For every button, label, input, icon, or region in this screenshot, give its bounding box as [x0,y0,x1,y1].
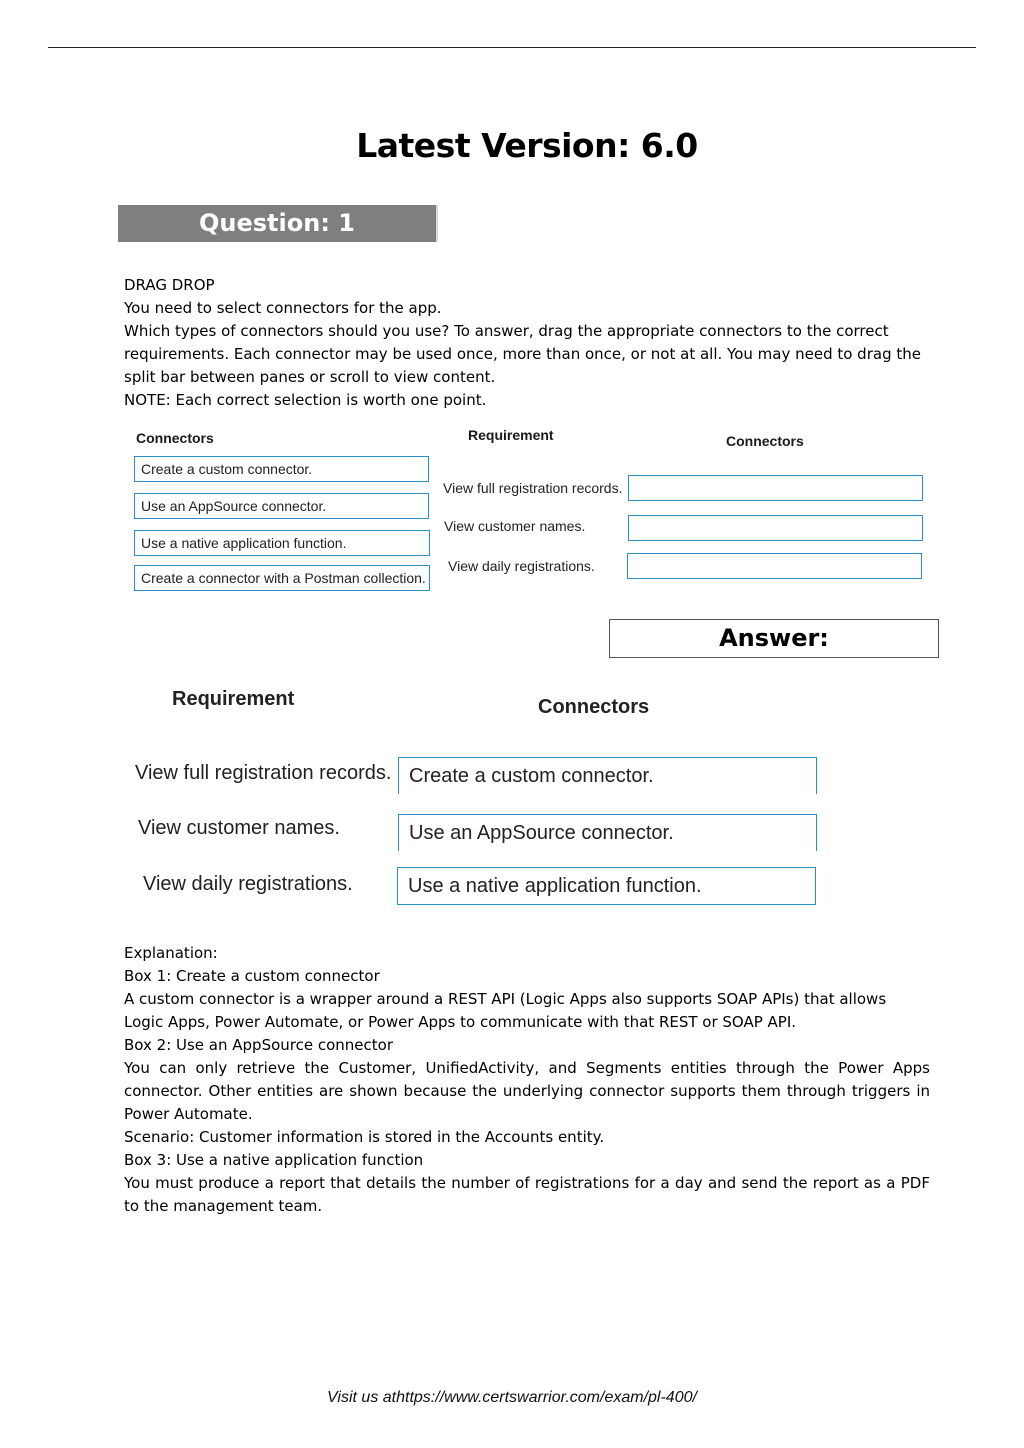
box2-title: Box 2: Use an AppSource connector [124,1036,394,1054]
answer-requirement-label: View full registration records. [135,762,392,784]
question-line: Which types of connectors should you use? To answer, drag the appropriate connectors to the correct requirements. Each connector may be used once, more than once, or not at all. You may need to drag the split bar between panes or scroll to view content. [124,322,921,386]
box1-text: A custom connector is a wrapper around a REST API (Logic Apps also supports SOAP APIs) that allows Logic Apps, Power Automate, or Power Apps to communicate with that REST or SOAP API. [124,990,887,1031]
connector-option[interactable]: Create a connector with a Postman collection. [134,565,430,591]
explanation [124,942,930,1218]
requirement-label: View full registration records. [443,480,623,496]
connector-option[interactable]: Use a native application function. [134,530,430,556]
connector-option[interactable]: Create a custom connector. [134,456,429,482]
page-title: Latest Version: 6.0 [356,126,698,165]
drop-target[interactable] [627,553,922,579]
scenario-text: Scenario: Customer information is stored in the Accounts entity. [124,1128,605,1146]
question-text [124,274,930,412]
answer-label: Answer: [609,619,939,658]
answer-connectors-heading: Connectors [538,696,650,718]
question-type: DRAG DROP [124,276,215,294]
box2-text: You can only retrieve the Customer, UnifiedActivity, and Segments entities through the Power Apps connector. Other entities are shown because the underlying connector supports them through triggers in Power Automate. [124,1059,930,1123]
header-rule [48,47,976,48]
footer-link[interactable]: Visit us athttps://www.certswarrior.com/exam/pl-400/ [327,1389,697,1406]
question-banner: Question: 1 [118,205,438,242]
requirement-label: View customer names. [444,518,586,534]
exhibit-connectors-heading: Connectors [136,430,214,446]
answer-requirement-label: View customer names. [138,817,340,839]
answer-connector: Use a native application function. [397,867,816,905]
answer-connector: Use an AppSource connector. [398,814,817,851]
box3-text: You must produce a report that details the number of registrations for a day and send the report as a PDF to the management team. [124,1174,930,1215]
question-note: NOTE: Each correct selection is worth one point. [124,391,487,409]
drop-target[interactable] [628,515,923,541]
answer-requirement-heading: Requirement [172,688,295,710]
box1-title: Box 1: Create a custom connector [124,967,380,985]
requirement-label: View daily registrations. [448,558,595,574]
drop-target[interactable] [628,475,923,501]
box3-title: Box 3: Use a native application function [124,1151,424,1169]
question-line: You need to select connectors for the app. [124,299,442,317]
answer-requirement-label: View daily registrations. [143,873,353,895]
exhibit-targets-heading: Connectors [726,433,804,449]
exhibit-requirement-heading: Requirement [468,427,554,443]
connector-option[interactable]: Use an AppSource connector. [134,493,429,519]
explanation-heading: Explanation: [124,944,218,962]
answer-connector: Create a custom connector. [398,757,817,794]
